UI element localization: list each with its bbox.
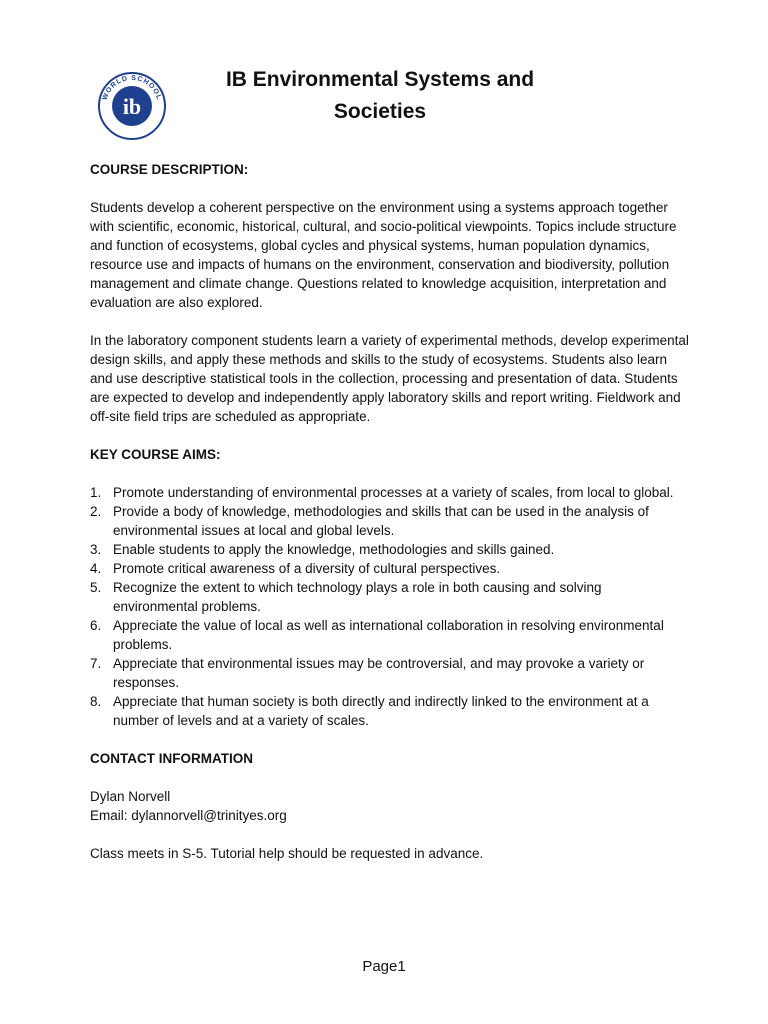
page-title [170,64,590,128]
svg-text:WORLD SCHOOL: WORLD SCHOOL [101,74,163,102]
contact-name: Dylan Norvell [90,789,171,804]
svg-text:ib: ib [122,94,142,119]
key-aims-list [90,483,690,730]
list-item: 7. Appreciate that environmental issues may be controversial, and may provoke a variety or responses. [90,656,645,690]
list-item: 3. Enable students to apply the knowledge, methodologies and skills gained. [90,542,555,557]
course-description-paragraph-2: In the laboratory component students learn a variety of experimental methods, develop experimental design skills, and apply these methods and skills to the study of ecosystems. Students also learn and use descriptive statistical tools in the collection, processing and presentation of data. Students are expected to develop and independently apply laboratory skills and report writing. Fieldwork and off-site field trips are scheduled as appropriate. [90,333,689,424]
contact-email[interactable]: Email: dylannorvell@trinityes.org [90,808,287,823]
list-item: 1. Promote understanding of environmental processes at a variety of scales, from local to global. [90,485,674,500]
list-item: 8. Appreciate that human society is both directly and indirectly linked to the environment at a number of levels and at a variety of scales. [90,694,649,728]
list-item: 5. Recognize the extent to which technology plays a role in both causing and solving environmental problems. [90,580,602,614]
course-description-paragraph-1: Students develop a coherent perspective on the environment using a systems approach together with scientific, economic, historical, cultural, and socio-political viewpoints. Topics include structure and function of ecosystems, global cycles and physical systems, human population dynamics, resource use and impacts of humans on the environment, conservation and biodiversity, pollution management and climate change. Questions related to knowledge acquisition, interpretation and evaluation are also explored. [90,200,677,310]
class-note: Class meets in S-5. Tutorial help should be requested in advance. [90,846,484,861]
key-aims-heading: KEY COURSE AIMS: [90,447,221,462]
list-item: 6. Appreciate the value of local as well as international collaboration in resolving environmental problems. [90,618,664,652]
list-item: 4. Promote critical awareness of a diversity of cultural perspectives. [90,561,501,576]
title-line-2: Societies [333,100,427,123]
course-description-heading: COURSE DESCRIPTION: [90,162,249,177]
page-number: Page1 [362,958,406,975]
title-line-1: IB Environmental Systems and [225,68,535,91]
contact-heading: CONTACT INFORMATION [90,751,253,766]
ib-world-school-logo-icon [96,70,168,142]
list-item: 2. Provide a body of knowledge, methodologies and skills that can be used in the analysis of environmental issues at local and global levels. [90,504,649,538]
document-body [90,160,690,863]
